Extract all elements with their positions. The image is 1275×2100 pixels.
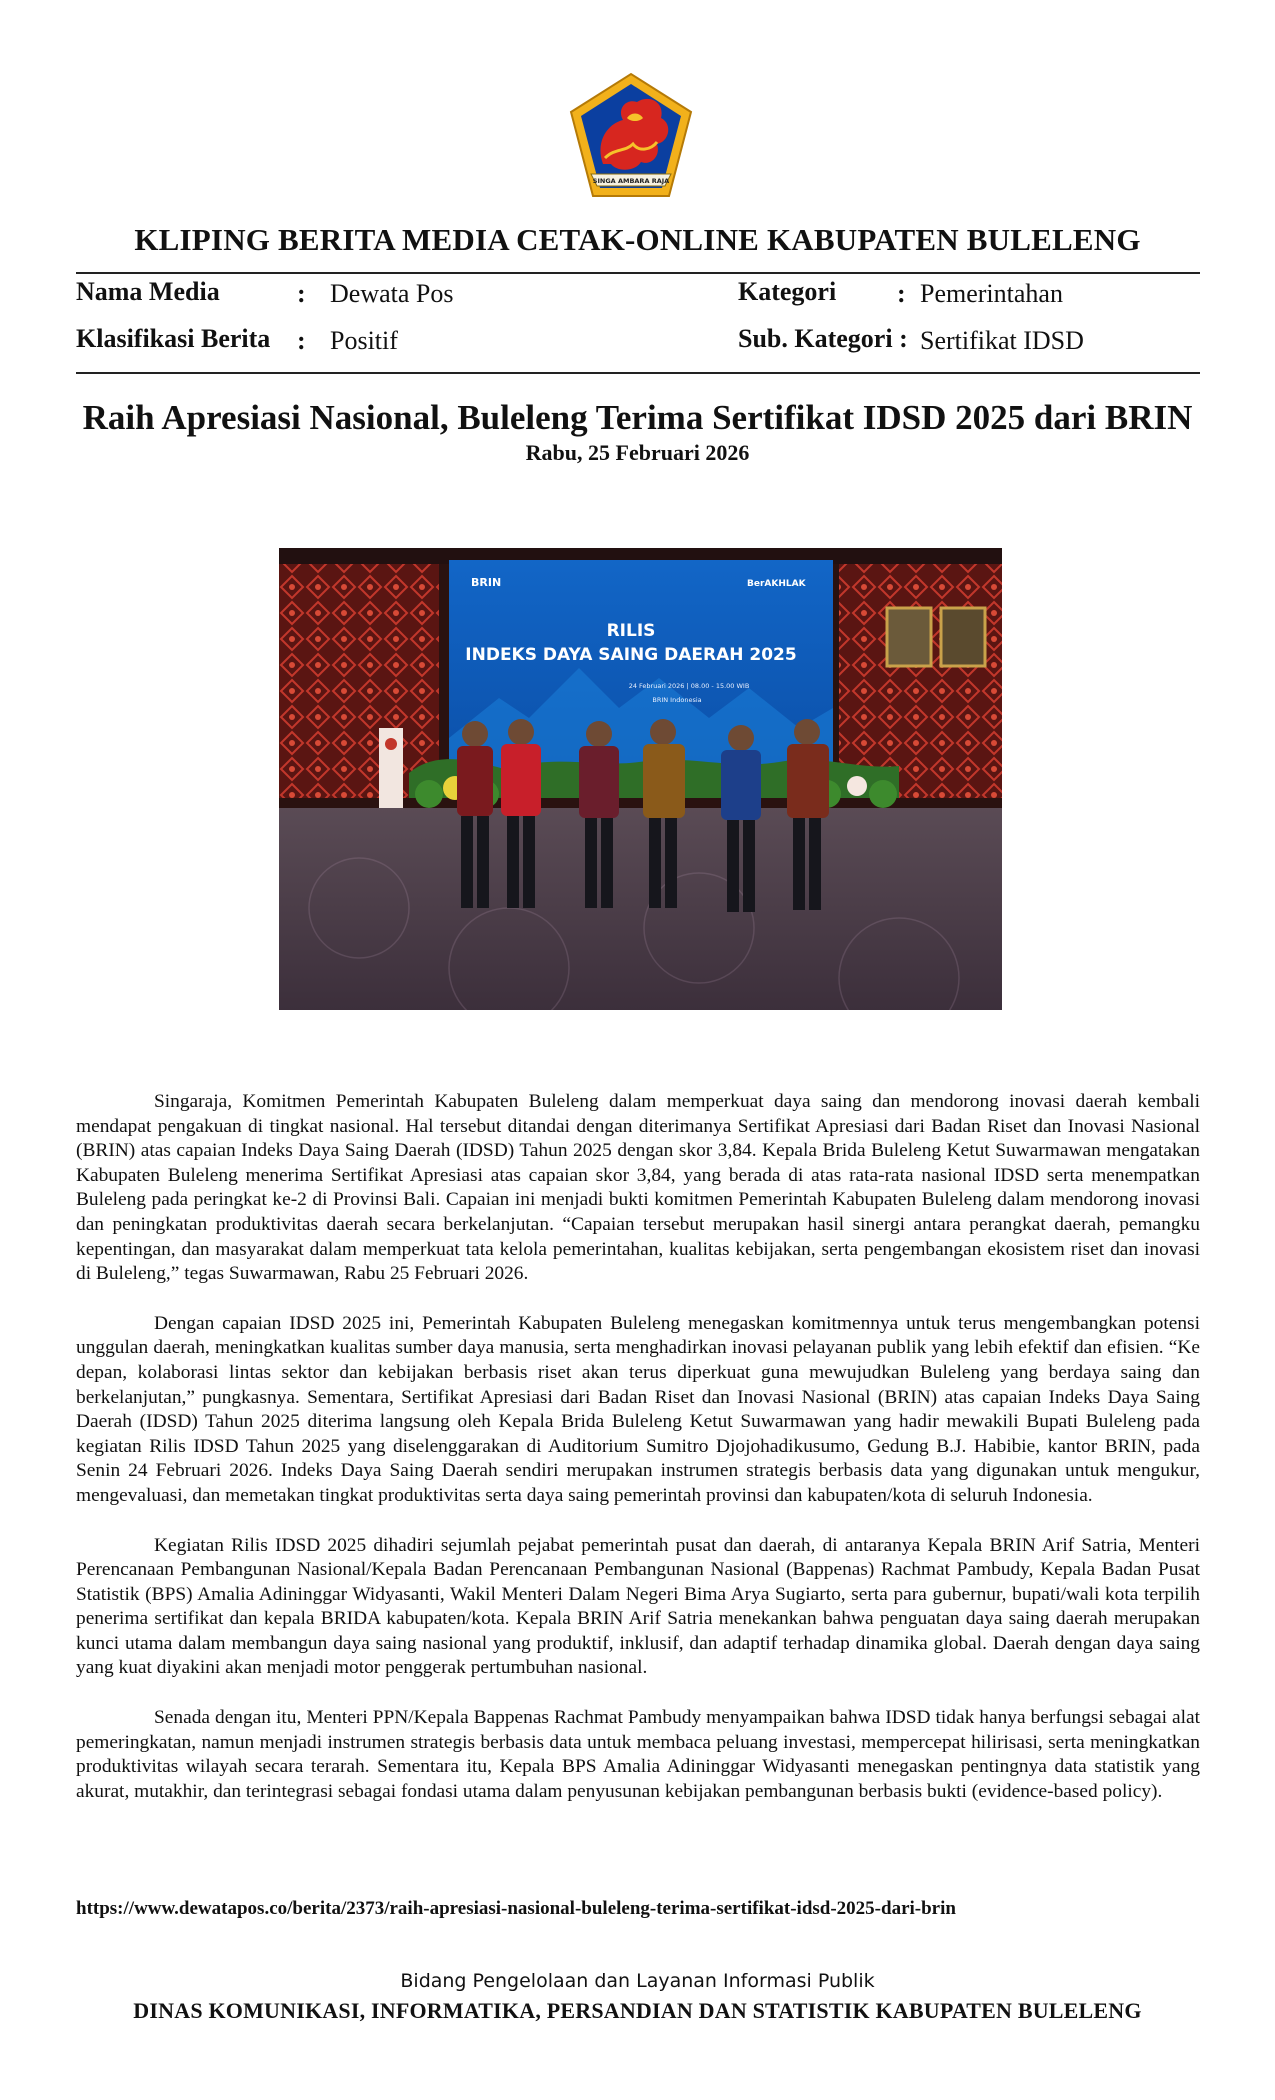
- media-value: Dewata Pos: [330, 279, 454, 308]
- document-header-title: KLIPING BERITA MEDIA CETAK-ONLINE KABUPATEN BULELENG: [134, 222, 1141, 257]
- klasifikasi-value: Positif: [330, 326, 398, 355]
- header-divider-top: [76, 272, 1200, 274]
- logo-motto: SINGA AMBARA RAJA: [592, 177, 670, 185]
- article-headline: Raih Apresiasi Nasional, Buleleng Terima Sertifikat IDSD 2025 dari BRIN: [82, 398, 1193, 437]
- screen-title-line2: INDEKS DAYA SAING DAERAH 2025: [465, 645, 797, 665]
- media-colon: :: [297, 279, 306, 308]
- screen-channel: BRIN Indonesia: [652, 696, 702, 704]
- klasifikasi-colon: :: [297, 326, 306, 355]
- subkategori-label: Sub. Kategori :: [738, 324, 908, 353]
- kategori-label: Kategori: [738, 277, 837, 306]
- screen-date: 24 Februari 2026 | 08.00 - 15.00 WIB: [628, 682, 750, 690]
- subkategori-value: Sertifikat IDSD: [920, 326, 1084, 355]
- footer-agency: DINAS KOMUNIKASI, INFORMATIKA, PERSANDIAN DAN STATISTIK KABUPATEN BULELENG: [133, 1998, 1142, 2023]
- screen-logo-right: BerAKHLAK: [747, 579, 806, 589]
- article-paragraph-4: Senada dengan itu, Menteri PPN/Kepala Bappenas Rachmat Pambudy menyampaikan bahwa IDSD tidak hanya berfungsi sebagai alat pemeringkatan, namun menjadi instrumen strategis berbasis data untuk membaca peluang investasi, mempercepat hilirisasi, serta meningkatkan produktivitas wilayah secara terarah. Sementara itu, Kepala BPS Amalia Adininggar Widyasanti menegaskan pentingnya data statistik yang akurat, mutakhir, dan terintegrasi sebagai fondasi utama dalam penyusunan kebijakan pembangunan berbasis bukti (evidence-based policy).: [76, 1707, 1200, 1802]
- media-label: Nama Media: [76, 277, 220, 306]
- buleleng-regency-crest-icon: [565, 72, 697, 202]
- source-link[interactable]: https://www.dewatapos.co/berita/2373/raih-apresiasi-nasional-buleleng-terima-sertifikat-idsd-2025-dari-brin: [76, 1898, 956, 1919]
- article-paragraph-1: Singaraja, Komitmen Pemerintah Kabupaten Buleleng dalam memperkuat daya saing dan mendorong inovasi daerah kembali mendapat pengakuan di tingkat nasional. Hal tersebut ditandai dengan diterimanya Sertifikat Apresiasi dari Badan Riset dan Inovasi Nasional (BRIN) atas capaian Indeks Daya Saing Daerah (IDSD) Tahun 2025 dengan skor 3,84. Kepala Brida Buleleng Ketut Suwarmawan mengatakan Kabupaten Buleleng menerima Sertifikat Apresiasi atas capaian skor 3,84, yang berada di atas rata-rata nasional IDSD serta menempatkan Buleleng pada peringkat ke-2 di Provinsi Bali. Capaian ini menjadi bukti komitmen Pemerintah Kabupaten Buleleng dalam mendorong inovasi dan peningkatan produktivitas daerah secara berkelanjutan. “Capaian tersebut merupakan hasil sinergi antara perangkat daerah, pemangku kepentingan, dan masyarakat dalam memperkuat tata kelola pemerintahan, kualitas kebijakan, serta pengembangan ekosistem riset dan inovasi di Buleleng,” tegas Suwarmawan, Rabu 25 Februari 2026.: [76, 1091, 1200, 1285]
- article-paragraph-3: Kegiatan Rilis IDSD 2025 dihadiri sejumlah pejabat pemerintah pusat dan daerah, di antaranya Kepala BRIN Arif Satria, Menteri Perencanaan Pembangunan Nasional/Kepala Badan Perencanaan Pembangunan Nasional (Bappenas) Rachmat Pambudy, Kepala Badan Pusat Statistik (BPS) Amalia Adininggar Widyasanti, Wakil Menteri Dalam Negeri Bima Arya Sugiarto, serta para gubernur, bupati/wali kota terpilih penerima sertifikat dan kepala BRIDA kabupaten/kota. Kepala BRIN Arif Satria menekankan bahwa penguatan daya saing daerah merupakan kunci utama dalam membangun daya saing nasional yang produktif, inklusif, dan adaptif terhadap dinamika global. Daerah dengan daya saing yang kuat diyakini akan menjadi motor penggerak pertumbuhan nasional.: [76, 1534, 1200, 1679]
- article-body: [76, 1090, 1200, 1829]
- footer-division: Bidang Pengelolaan dan Layanan Informasi Publik: [400, 1970, 875, 1992]
- kategori-colon: :: [897, 279, 906, 308]
- article-photo: [279, 548, 1002, 1010]
- kategori-value: Pemerintahan: [920, 279, 1063, 308]
- screen-logo-left: BRIN: [471, 576, 502, 589]
- article-date: Rabu, 25 Februari 2026: [525, 440, 750, 465]
- klasifikasi-label: Klasifikasi Berita: [76, 324, 271, 353]
- article-paragraph-2: Dengan capaian IDSD 2025 ini, Pemerintah Kabupaten Buleleng menegaskan komitmennya untuk terus mengembangkan potensi unggulan daerah, meningkatkan kualitas sumber daya manusia, serta menghadirkan inovasi pelayanan publik yang lebih efektif dan efisien. “Ke depan, kolaborasi lintas sektor dan kebijakan berbasis riset akan terus diperkuat guna mewujudkan Buleleng yang berdaya saing dan berkelanjutan,” pungkasnya. Sementara, Sertifikat Apresiasi dari Badan Riset dan Inovasi Nasional (BRIN) atas capaian Indeks Daya Saing Daerah (IDSD) Tahun 2025 diterima langsung oleh Kepala Brida Buleleng Ketut Suwarmawan yang hadir mewakili Bupati Buleleng pada kegiatan Rilis IDSD Tahun 2025 yang diselenggarakan di Auditorium Sumitro Djojohadikusumo, Gedung B.J. Habibie, kantor BRIN, pada Senin 24 Februari 2026. Indeks Daya Saing Daerah sendiri merupakan instrumen strategis berbasis data yang digunakan untuk mengukur, mengevaluasi, dan memetakan tingkat produktivitas serta daya saing pemerintah provinsi dan kabupaten/kota di seluruh Indonesia.: [76, 1312, 1200, 1506]
- screen-title-line1: RILIS: [606, 621, 656, 641]
- header-divider-bottom: [76, 372, 1200, 374]
